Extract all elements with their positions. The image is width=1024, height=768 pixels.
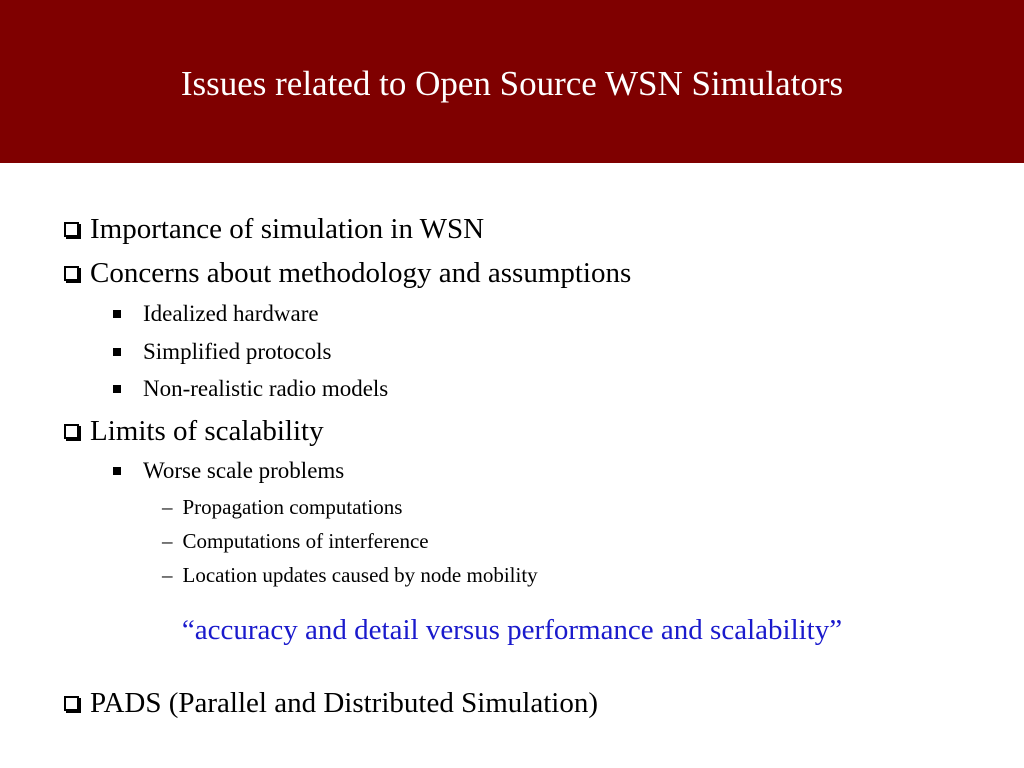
sub-sub-bullet-text: Location updates caused by node mobility [182,563,538,587]
dash-bullet-icon: – [162,563,173,587]
square-bullet-icon [113,348,121,356]
sub-sub-bullet [162,561,538,589]
highlight-quote: “accuracy and detail versus performance and scalability” [181,614,843,646]
sub-sub-bullet [162,527,429,555]
bullet-4 [64,685,598,721]
square-bullet-icon [113,310,121,318]
sub-bullet-text: Simplified protocols [143,339,332,364]
checkbox-bullet-icon [64,222,79,237]
sub-bullet [113,299,319,329]
sub-bullet [113,456,344,486]
checkbox-bullet-icon [64,696,79,711]
dash-bullet-icon: – [162,495,173,519]
bullet-text: Limits of scalability [90,415,324,447]
title-bar [0,0,1024,163]
bullet-3 [64,413,324,449]
slide-title: Issues related to Open Source WSN Simulators [180,64,844,103]
sub-bullet-text: Worse scale problems [143,458,345,483]
checkbox-bullet-icon [64,424,79,439]
bullet-text: Importance of simulation in WSN [90,213,485,245]
sub-bullet [113,374,388,404]
checkbox-bullet-icon [64,266,79,281]
sub-sub-bullet-text: Propagation computations [182,495,403,519]
sub-bullet-text: Non-realistic radio models [143,376,389,401]
bullet-2 [64,255,631,291]
bullet-text: PADS (Parallel and Distributed Simulation) [90,687,599,719]
sub-sub-bullet [162,493,402,521]
bullet-1 [64,211,484,247]
sub-bullet-text: Idealized hardware [143,301,319,326]
square-bullet-icon [113,385,121,393]
bullet-text: Concerns about methodology and assumptions [90,257,632,289]
sub-bullet [113,337,331,367]
square-bullet-icon [113,467,121,475]
dash-bullet-icon: – [162,529,173,553]
sub-sub-bullet-text: Computations of interference [182,529,429,553]
